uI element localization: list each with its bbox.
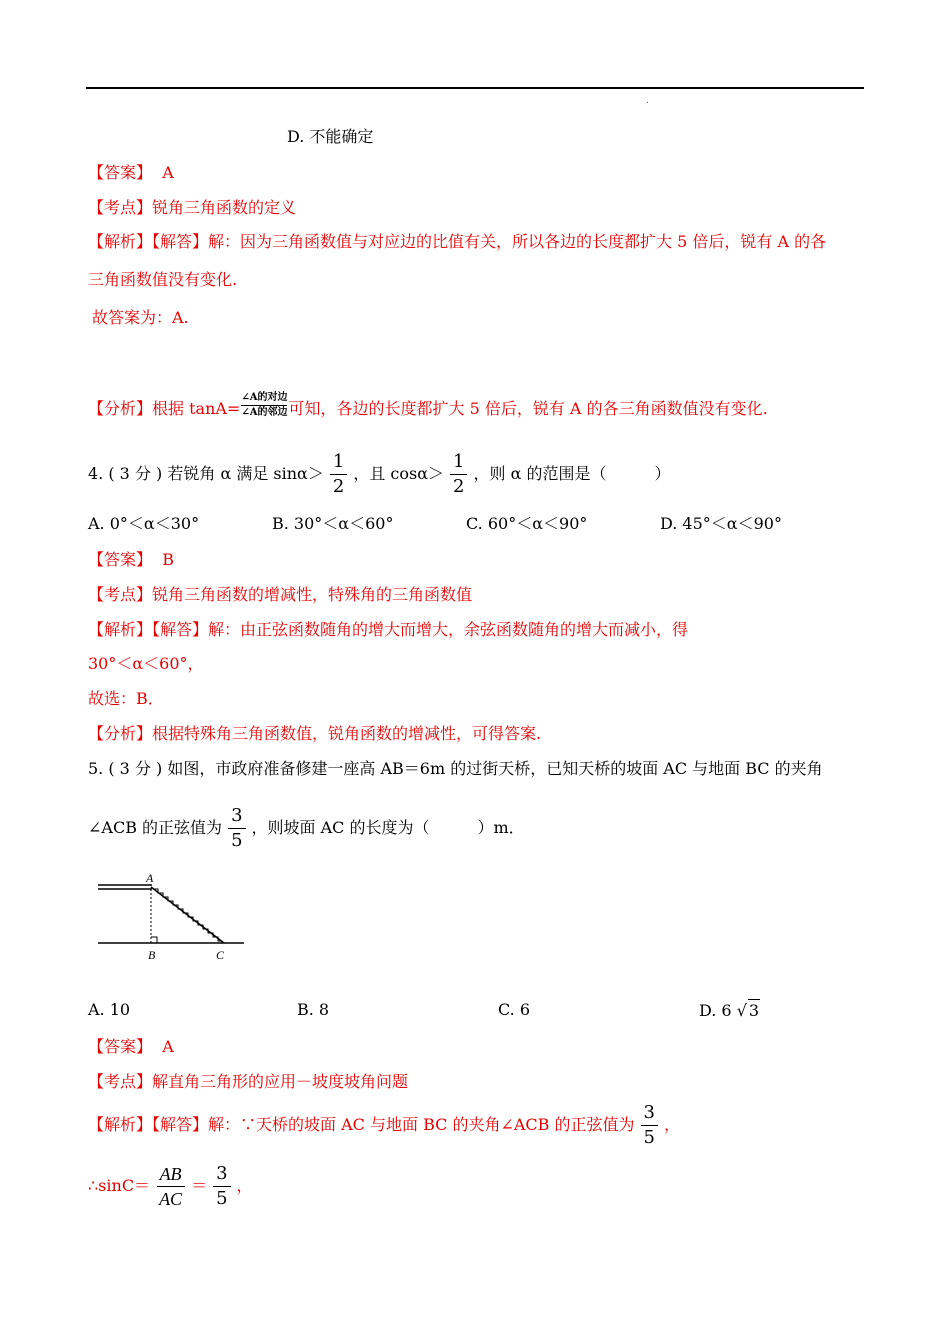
q5-frac [228, 807, 245, 850]
q4-frac1 [330, 453, 347, 496]
analysis-pre: 解：∵天桥的坡面 AC 与地面 BC 的夹角∠ACB 的正弦值为 [208, 1115, 635, 1134]
analysis-tag: 【解析】【解答】 [88, 1115, 209, 1134]
label-c: C [216, 948, 225, 962]
q4-option-d: D. 45°＜α＜90° [660, 514, 782, 533]
point-text: 锐角三角函数的定义 [152, 198, 297, 217]
fenxi-tag: 【分析】 [88, 724, 153, 743]
tan-fraction-num: ∠A的对边 [241, 393, 287, 406]
q3-answer [88, 162, 174, 184]
stray-dot: . [646, 96, 649, 106]
point-tag: 【考点】 [88, 198, 153, 217]
q4-option-a: A. 0°＜α＜30° [88, 514, 200, 533]
frac-den: 2 [453, 476, 465, 497]
analysis-text: 解：由正弦函数随角的增大而增大，余弦函数随角的增大而减小，得 [208, 620, 689, 639]
point-text: 解直角三角形的应用－坡度坡角问题 [152, 1072, 409, 1091]
frac-num: 3 [641, 1104, 658, 1126]
frac-den: 5 [643, 1127, 655, 1148]
frac-num: 1 [450, 453, 467, 475]
q3-point [88, 197, 296, 219]
frac-num: 3 [228, 807, 245, 829]
analysis-post: ， [663, 1115, 680, 1134]
frac-num: 3 [213, 1165, 230, 1187]
fenxi-post: 可知，各边的长度都扩大 5 倍后，锐有 A 的各三角函数值没有变化. [288, 399, 768, 418]
analysis-tag: 【解析】【解答】 [88, 232, 209, 251]
q4-option-c: C. 60°＜α＜90° [466, 514, 588, 533]
point-text: 锐角三角函数的增减性，特殊角的三角函数值 [152, 585, 473, 604]
frac-num: 1 [330, 453, 347, 475]
label-b: B [148, 948, 156, 962]
point-tag: 【考点】 [88, 1072, 153, 1091]
point-tag: 【考点】 [88, 585, 153, 604]
q5-stem-pre: ∠ACB 的正弦值为 [88, 818, 223, 837]
q4-analysis-line2: 30°＜α＜60°， [88, 654, 204, 673]
q3-analysis-line1 [88, 231, 826, 253]
q5-option-d [699, 999, 760, 1022]
answer-value: A [162, 163, 174, 182]
answer-value: B [162, 550, 174, 569]
sin-frac-ab-ac [156, 1165, 185, 1208]
header-rule [86, 87, 864, 89]
frac-den: AC [159, 1189, 183, 1209]
tan-fraction [241, 393, 287, 418]
frac-den: 5 [216, 1188, 228, 1209]
q4-frac2 [450, 453, 467, 496]
q4-stem-pre: 4. ( 3 分 ) 若锐角 α 满足 sinα＞ [88, 464, 324, 483]
q4-point [88, 584, 472, 606]
frac-num: AB [157, 1165, 185, 1187]
answer-tag: 【答案】 [88, 550, 153, 569]
q5-analysis-frac [641, 1104, 658, 1147]
analysis-tag: 【解析】【解答】 [88, 620, 209, 639]
q3-option-d: D. 不能确定 [287, 127, 374, 146]
answer-value: A [162, 1037, 174, 1056]
label-a: A [146, 871, 154, 885]
tan-fraction-den: ∠A的邻边 [241, 407, 288, 418]
sin-post: ， [236, 1176, 253, 1195]
q4-stem-post: ，则 α 的范围是（ ） [473, 464, 671, 483]
q5-point [88, 1071, 408, 1093]
q4-fenxi [88, 723, 541, 745]
q4-conclusion: 故选：B． [88, 689, 164, 708]
sin-frac-3-5 [213, 1165, 230, 1208]
fenxi-tag: 【分析】 [88, 399, 153, 418]
answer-tag: 【答案】 [88, 163, 153, 182]
answer-tag: 【答案】 [88, 1037, 153, 1056]
sin-eq: ＝ [191, 1176, 208, 1195]
q3-conclusion: 故答案为：A. [92, 308, 189, 327]
frac-den: 2 [332, 476, 345, 497]
q4-analysis-line1 [88, 619, 688, 641]
q5-option-a: A. 10 [88, 1000, 131, 1019]
q5-answer [88, 1036, 174, 1058]
q5-option-b: B. 8 [297, 1000, 330, 1019]
frac-den: 5 [231, 830, 243, 851]
q4-stem [88, 452, 670, 496]
q5-sin-equation [88, 1164, 253, 1208]
q5-option-c: C. 6 [498, 1000, 531, 1019]
q5-stem-line2 [88, 806, 525, 850]
q4-answer [88, 549, 174, 571]
analysis-text: 解：因为三角函数值与对应边的比值有关，所以各边的长度都扩大 5 倍后，锐有 A 的各 [208, 232, 827, 251]
bridge-diagram-svg [96, 868, 256, 968]
q5-analysis [88, 1103, 680, 1147]
fenxi-pre: 根据 tanA= [152, 399, 241, 418]
fenxi-text: 根据特殊角三角函数值，锐角函数的增减性，可得答案. [152, 724, 542, 743]
sqrt-radicand: 3 [748, 1001, 760, 1020]
q3-analysis-line2: 三角函数值没有变化. [88, 270, 238, 289]
sin-pre: ∴sinC＝ [88, 1176, 151, 1195]
option-d-text: D. 6 [699, 1001, 732, 1020]
q5-stem-line1: 5. ( 3 分 ) 如图，市政府准备修建一座高 AB＝6m 的过街天桥，已知天桥的坡面 AC 与地面 BC 的夹角 [88, 759, 823, 778]
q3-fenxi [88, 384, 768, 434]
q4-stem-mid: ，且 cosα＞ [353, 464, 445, 483]
sqrt-icon: √ [736, 1001, 747, 1020]
q5-stem-post: ，则坡面 AC 的长度为（ ）m． [251, 818, 525, 837]
q4-option-b: B. 30°＜α＜60° [272, 514, 394, 533]
bridge-diagram [96, 868, 256, 968]
